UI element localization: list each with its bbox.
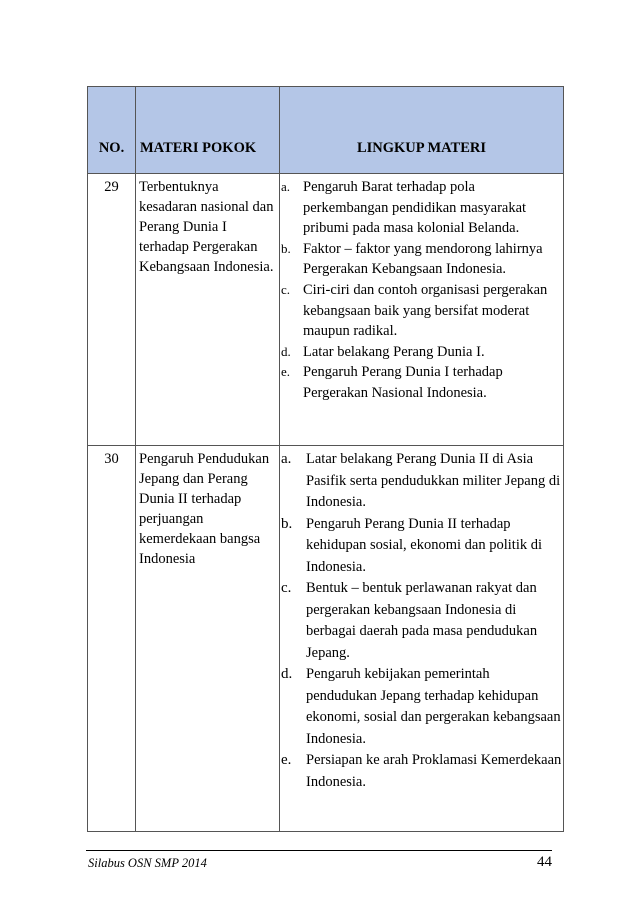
lingkup-list xyxy=(280,449,563,793)
list-item-text: Persiapan ke arah Proklamasi Kemerdekaan Indonesia. xyxy=(306,752,562,790)
list-item xyxy=(280,362,563,403)
syllabus-table xyxy=(87,86,564,832)
list-item xyxy=(280,578,563,664)
list-item-text: Ciri-ciri dan contoh organisasi pergerakan kebangsaan baik yang bersifat moderat maupun radikal. xyxy=(303,281,548,340)
list-marker: b. xyxy=(281,515,293,532)
list-marker: c. xyxy=(281,580,292,596)
header-materi-pokok: MATERI POKOK xyxy=(136,87,280,174)
lingkup-materi-cell xyxy=(280,446,564,832)
list-item-text: Faktor – faktor yang mendorong lahirnya Pergerakan Kebangsaan Indonesia. xyxy=(303,240,543,278)
list-item xyxy=(280,514,563,579)
lingkup-list xyxy=(280,177,563,404)
list-marker: c. xyxy=(281,281,291,297)
footer-document-title: Silabus OSN SMP 2014 xyxy=(88,856,207,870)
list-item-text: Pengaruh Perang Dunia II terhadap kehidupan sosial, ekonomi dan politik di Indonesia. xyxy=(306,515,543,575)
list-item xyxy=(280,664,563,750)
table-header xyxy=(88,87,564,174)
list-item-text: Bentuk – bentuk perlawanan rakyat dan pergerakan kebangsaan Indonesia di berbagai daerah pada masa pendudukan Jepang. xyxy=(306,580,538,661)
list-item xyxy=(280,750,563,793)
header-lingkup-materi: LINGKUP MATERI xyxy=(280,87,564,174)
materi-pokok-cell: Terbentuknya kesadaran nasional dan Perang Dunia I terhadap Pergerakan Kebangsaan Indonesia. xyxy=(136,174,280,446)
list-item-text: Latar belakang Perang Dunia II di Asia Pasifik serta pendudukkan militer Jepang di Indonesia. xyxy=(306,451,561,510)
list-marker: d. xyxy=(281,343,291,359)
list-marker: e. xyxy=(281,752,292,768)
lingkup-materi-cell xyxy=(280,174,564,446)
table-row xyxy=(88,446,564,832)
list-item xyxy=(280,342,563,363)
list-marker: a. xyxy=(281,179,291,194)
list-item-text: Pengaruh kebijakan pemerintah pendudukan Jepang terhadap kehidupan ekonomi, sosial dan pergerakan kebangsaan Indonesia. xyxy=(306,666,561,747)
list-item xyxy=(280,449,563,514)
materi-pokok-cell: Pengaruh Pendudukan Jepang dan Perang Dunia II terhadap perjuangan kemerdekaan bangsa Indonesia xyxy=(136,446,280,832)
list-marker: e. xyxy=(281,364,291,380)
list-marker: b. xyxy=(281,240,291,256)
list-item xyxy=(280,239,563,280)
list-item xyxy=(280,177,563,239)
list-item-text: Latar belakang Perang Dunia I. xyxy=(303,343,485,360)
list-marker: a. xyxy=(281,451,292,467)
list-item-text: Pengaruh Barat terhadap pola perkembangan pendidikan masyarakat pribumi pada masa kolonial Belanda. xyxy=(303,179,527,237)
page-number: 44 xyxy=(537,854,552,870)
list-marker: d. xyxy=(281,666,293,682)
list-item xyxy=(280,280,563,342)
list-item-text: Pengaruh Perang Dunia I terhadap Pergerakan Nasional Indonesia. xyxy=(303,364,503,401)
row-number: 30 xyxy=(88,446,136,832)
row-number: 29 xyxy=(88,174,136,446)
table-row xyxy=(88,174,564,446)
footer-divider xyxy=(86,850,552,851)
header-no: NO. xyxy=(88,87,136,174)
